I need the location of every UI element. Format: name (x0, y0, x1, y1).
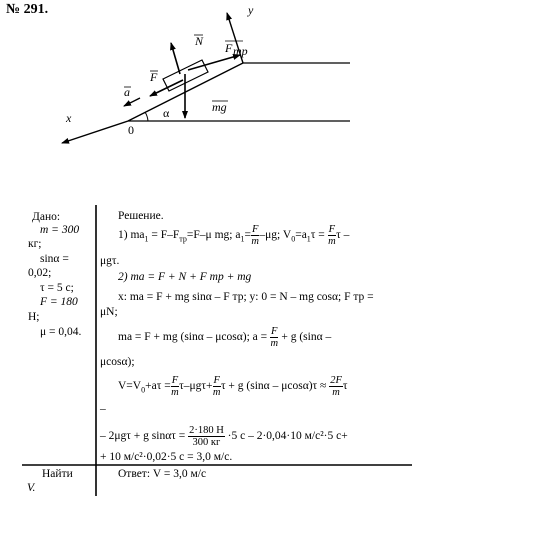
find-value: V. (27, 482, 36, 494)
given-line: Н; (28, 311, 40, 323)
solution-line-2: μgτ. (100, 255, 120, 267)
given-line: 0,02; (28, 267, 52, 279)
given-line: τ = 5 с; (40, 282, 74, 294)
solution-line-4: x: ma = F + mg sinα – F тр; y: 0 = N – mg cosα; F тр = (118, 291, 374, 303)
applied-force-label: F (150, 70, 158, 84)
given-line: μ = 0,04. (40, 326, 82, 338)
solution-line-9: – (100, 403, 106, 415)
solution-line-10: – 2μgτ + g sinατ = $\frac{2\cdot 180 Н}{300 кг}$ ·5 с – 2·0,04·10 м/с²·5 с+ (100, 425, 348, 448)
given-line: m = 300 (40, 224, 80, 236)
acceleration-arrow (124, 98, 140, 106)
given-line: F = 180 (40, 296, 78, 308)
solution-line-6: ma = F + mg (sinα – μcosα); a = $\frac{F}{m}$ + g (sinα – (118, 326, 332, 349)
solution-line-1: 1) $ma_1 = F-F_{тр}=F-\mu$ mg; $a_1=$ $\frac{F}{m}$ –μg; $V_0=a_1\tau$ = $\frac{F}{m}$ τ – (118, 224, 350, 247)
y-axis-label: y (248, 3, 254, 17)
answer: Ответ: V = 3,0 м/с (118, 468, 207, 480)
solution-line-8: $V=V_0+a\tau$ = $\frac{F}{m}$ τ–μgτ+ $\frac{F}{m}$ τ + g (sinα – μcosα)τ ≈ $\frac{2F}{m}$ τ (118, 375, 348, 398)
normal-force-label: N (195, 34, 204, 48)
origin-label: 0 (128, 123, 134, 137)
angle-arc (145, 112, 148, 121)
normal-force-arrow (171, 43, 180, 74)
x-axis-label: x (66, 111, 72, 125)
gravity-label: mg (212, 100, 227, 114)
solution-line-11: + 10 м/с²·0,02·5 с = 3,0 м/с. (100, 451, 233, 463)
acceleration-label: a (124, 85, 130, 99)
problem-number: № 291. (6, 2, 49, 17)
solution-line-5: μN; (100, 306, 118, 318)
given-line: sinα = (40, 253, 69, 265)
solution-header: Решение. (118, 210, 164, 222)
alpha-label: α (163, 106, 170, 120)
friction-force-sub: тр (233, 44, 248, 58)
solution-line-7: μcosα); (100, 356, 135, 368)
solution-line-3: 2) ma = F + N + F тр + mg (118, 271, 252, 283)
friction-force-label: F (225, 41, 233, 55)
find-header: Найти (42, 468, 73, 480)
given-line: кг; (28, 238, 42, 250)
given-header: Дано: (32, 211, 61, 223)
x-axis (62, 121, 128, 143)
